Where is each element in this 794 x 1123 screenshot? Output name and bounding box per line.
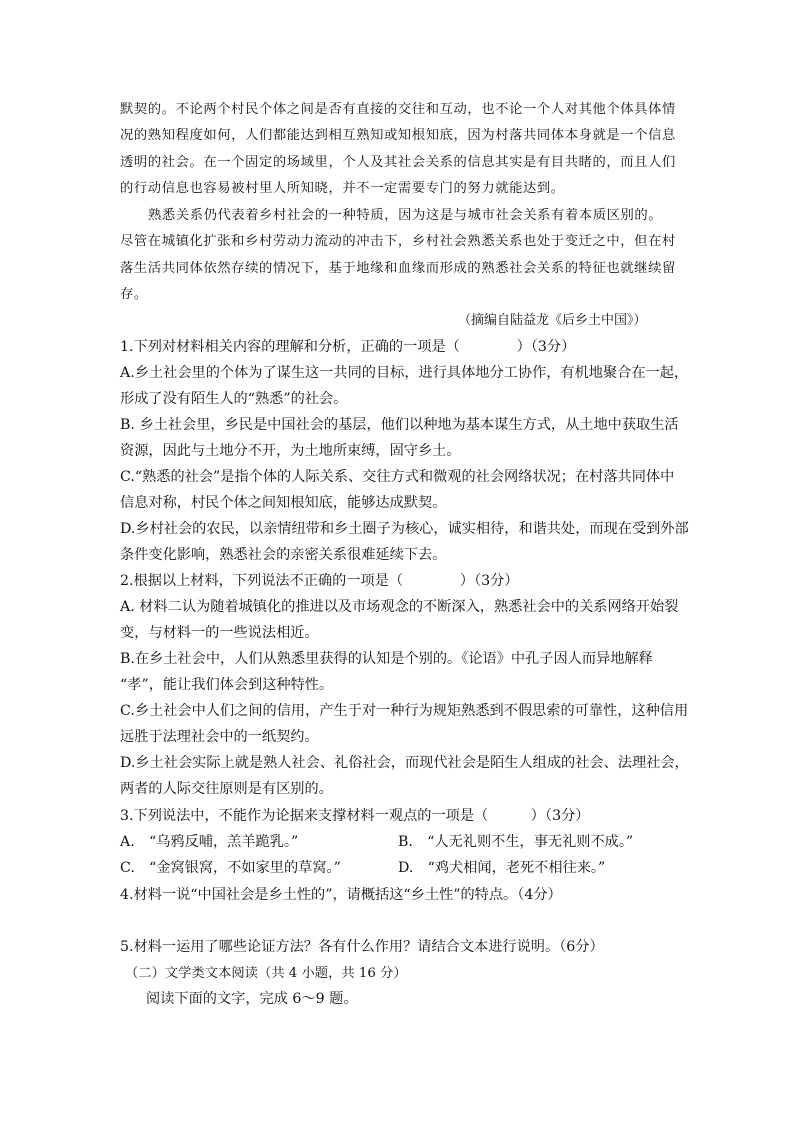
- question-5: 5.材料一运用了哪些论证方法？各有什么作用？请结合文本进行说明。（6分）: [120, 939, 604, 955]
- citation: （摘编自陆益龙《后乡土中国》）: [458, 313, 647, 328]
- passage-line: 落生活共同体依然存续的情况下，基于地缘和血缘而形成的熟悉社会关系的特征也就继续留: [120, 261, 676, 276]
- q2-option-a-line2: 变，与材料一的一些说法相近。: [120, 625, 319, 641]
- passage-line: 默契的。不论两个村民个体之间是否有直接的交往和互动，也不论一个人对其他个体具体情: [120, 102, 676, 117]
- q1-option-c-line1: C.“熟悉的社会”是指个体的人际关系、交往方式和微观的社会网络状况；在村落共同体中: [120, 469, 675, 485]
- q2-option-d-line1: D.乡土社会实际上就是熟人社会、礼俗社会，而现代社会是陌生人组成的社会、法理社会，: [120, 755, 689, 771]
- q2-option-c-line2: 远胜于法理社会中的一纸契约。: [120, 729, 319, 745]
- q2-option-b-line2: “孝”，能让我们体会到这种特性。: [120, 677, 334, 693]
- q1-option-d-line1: D.乡村社会的农民，以亲情纽带和乡土圈子为核心，诚实相待，和谐共处，而现在受到外部: [120, 521, 689, 537]
- passage-line: 尽管在城镇化扩张和乡村劳动力流动的冲击下，乡村社会熟悉关系也处于变迁之中，但在村: [120, 234, 676, 249]
- q1-option-c-line2: 信息对称，村民个体之间知根知底，能够达成默契。: [120, 495, 447, 511]
- section-instruction: 阅读下面的文字，完成 6～9 题。: [146, 991, 358, 1007]
- q3-option-c: C. “金窝银窝，不如家里的草窝。”: [120, 860, 341, 876]
- q2-option-d-line2: 两者的人际交往原则是有区别的。: [120, 781, 333, 797]
- q2-option-b-line1: B.在乡土社会中，人们从熟悉里获得的认知是个别的。《论语》中孔子因人而异地解释: [120, 651, 653, 667]
- question-3-stem: 3.下列说法中，不能作为论据来支撑材料一观点的一项是（ ）（3分）: [120, 808, 590, 824]
- passage-line: 的行动信息也容易被村里人所知晓，并不一定需要专门的努力就能达到。: [120, 181, 565, 196]
- q1-option-a-line2: 形成了没有陌生人的“熟悉”的社会。: [120, 391, 348, 407]
- section-heading: （二）文学类文本阅读（共 4 小题，共 16 分）: [125, 966, 407, 981]
- q2-option-c-line1: C.乡土社会中人们之间的信用，产生于对一种行为规矩熟悉到不假思索的可靠性，这种信用: [120, 703, 689, 719]
- passage-line: 况的熟知程度如何，人们都能达到相互熟知或知根知底，因为村落共同体本身就是一个信息: [120, 128, 676, 143]
- q3-option-d: D. “鸡犬相闻，老死不相往来。”: [398, 860, 606, 876]
- q1-option-b-line2: 资源，因此与土地分不开，为土地所束缚，固守乡土。: [120, 443, 461, 459]
- q3-option-a: A. “乌鸦反哺，羔羊跪乳。”: [120, 834, 299, 850]
- question-4: 4.材料一说“中国社会是乡土性的”，请概括这“乡土性”的特点。（4分）: [120, 887, 562, 903]
- q1-option-d-line2: 条件变化影响，熟悉社会的亲密关系很难延续下去。: [120, 547, 447, 563]
- q2-option-a-line1: A. 材料二认为随着城镇化的推进以及市场观念的不断深入，熟悉社会中的关系网络开始裂: [120, 599, 679, 615]
- passage-line: 熟悉关系仍代表着乡村社会的一种特质，因为这是与城市社会关系有着本质区别的。: [148, 208, 663, 223]
- passage-line: 透明的社会。在一个固定的场域里，个人及其社会关系的信息其实是有目共睹的，而且人们: [120, 155, 676, 170]
- passage-line: 存。: [120, 287, 148, 302]
- question-1-stem: 1.下列对材料相关内容的理解和分析，正确的一项是（ ）（3分）: [120, 339, 576, 355]
- question-2-stem: 2.根据以上材料，下列说法不正确的一项是（ ）（3分）: [120, 573, 519, 589]
- q3-option-b: B. “人无礼则不生，事无礼则不成。”: [398, 834, 634, 850]
- q1-option-b-line1: B. 乡土社会里，乡民是中国社会的基层，他们以种地为基本谋生方式，从土地中获取生活: [120, 417, 679, 433]
- q1-option-a-line1: A.乡土社会里的个体为了谋生这一共同的目标，进行具体地分工协作，有机地聚合在一起，: [120, 365, 689, 381]
